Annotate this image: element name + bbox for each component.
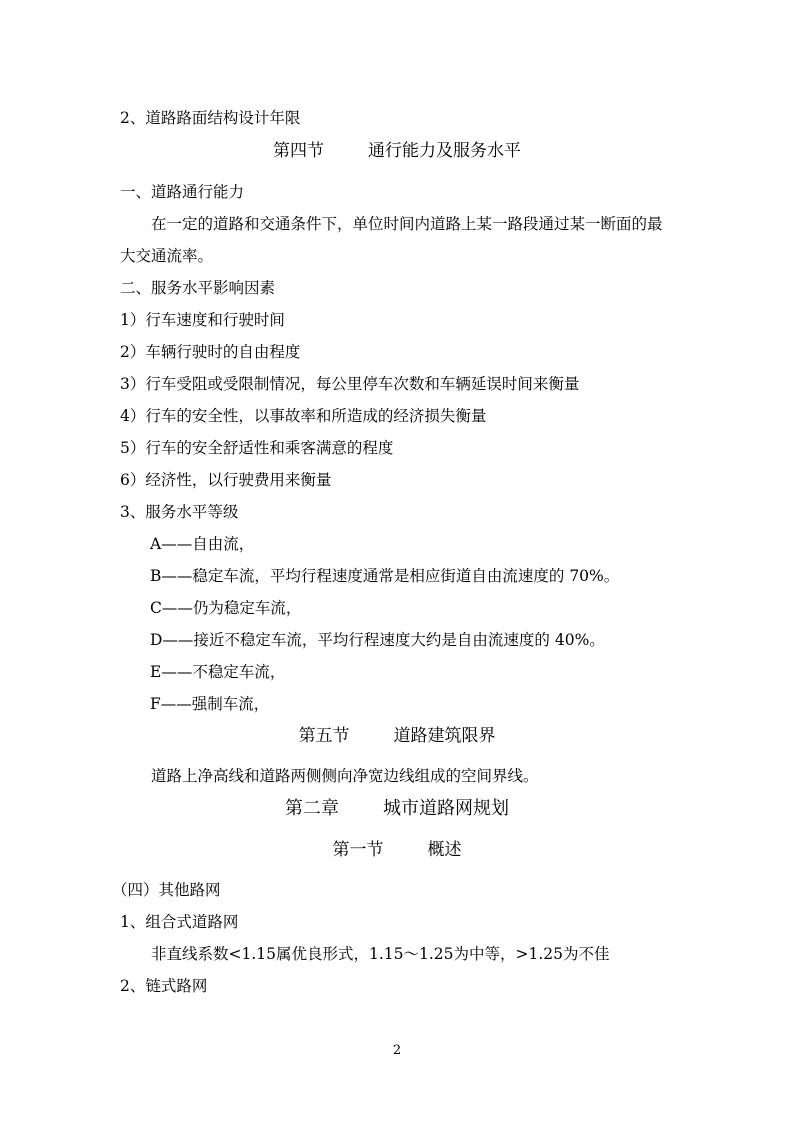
text-line: E——不稳定车流， <box>150 663 286 681</box>
heading-number: 第五节 <box>298 726 350 746</box>
text-line: 道路上净高线和道路两侧侧向净宽边线组成的空间界线。 <box>151 767 539 785</box>
text-line: D——接近不稳定车流，平均行程速度大约是自由流速度的 40%。 <box>150 631 605 649</box>
text-line: 2）车辆行驶时的自由程度 <box>120 343 301 361</box>
text-line: 3）行车受阻或受限制情况，每公里停车次数和车辆延误时间来衡量 <box>120 375 580 393</box>
section-heading <box>0 725 794 747</box>
text-line: C——仍为稳定车流， <box>150 599 302 617</box>
text-line: 5）行车的安全舒适性和乘客满意的程度 <box>120 439 394 457</box>
text-line: 1）行车速度和行驶时间 <box>120 311 285 329</box>
section-heading <box>0 140 794 162</box>
text-line: 在一定的道路和交通条件下，单位时间内道路上某一路段通过某一断面的最 <box>151 215 663 233</box>
text-line: （四）其他路网 <box>112 881 221 899</box>
heading-title: 城市道路网规划 <box>383 798 509 819</box>
page-number: 2 <box>392 1043 402 1058</box>
chapter-heading <box>0 797 794 821</box>
heading-title: 通行能力及服务水平 <box>368 141 521 161</box>
heading-title: 概述 <box>427 840 462 860</box>
text-line: 一、道路通行能力 <box>120 183 245 201</box>
text-line: 二、服务水平影响因素 <box>120 279 276 297</box>
text-line: 4）行车的安全性，以事故率和所造成的经济损失衡量 <box>120 407 487 425</box>
text-line: 大交通流率。 <box>120 247 214 265</box>
text-line: 3、服务水平等级 <box>120 503 239 521</box>
heading-number: 第二章 <box>285 798 339 819</box>
text-line: A——自由流， <box>150 535 255 553</box>
text-line: 非直线系数<1.15属优良形式，1.15～1.25为中等，>1.25为不佳 <box>151 945 610 963</box>
heading-number: 第一节 <box>332 840 384 860</box>
heading-number: 第四节 <box>273 141 324 161</box>
heading-title: 道路建筑限界 <box>393 726 496 746</box>
text-line: B——稳定车流，平均行程速度通常是相应街道自由流速度的 70%。 <box>150 567 620 585</box>
text-line: 2、道路路面结构设计年限 <box>120 109 301 127</box>
text-line: 6）经济性，以行驶费用来衡量 <box>120 471 332 489</box>
text-line: F——强制车流， <box>150 695 270 713</box>
text-line: 2、链式路网 <box>120 977 208 995</box>
section-heading <box>0 839 794 861</box>
text-line: 1、组合式道路网 <box>120 913 239 931</box>
